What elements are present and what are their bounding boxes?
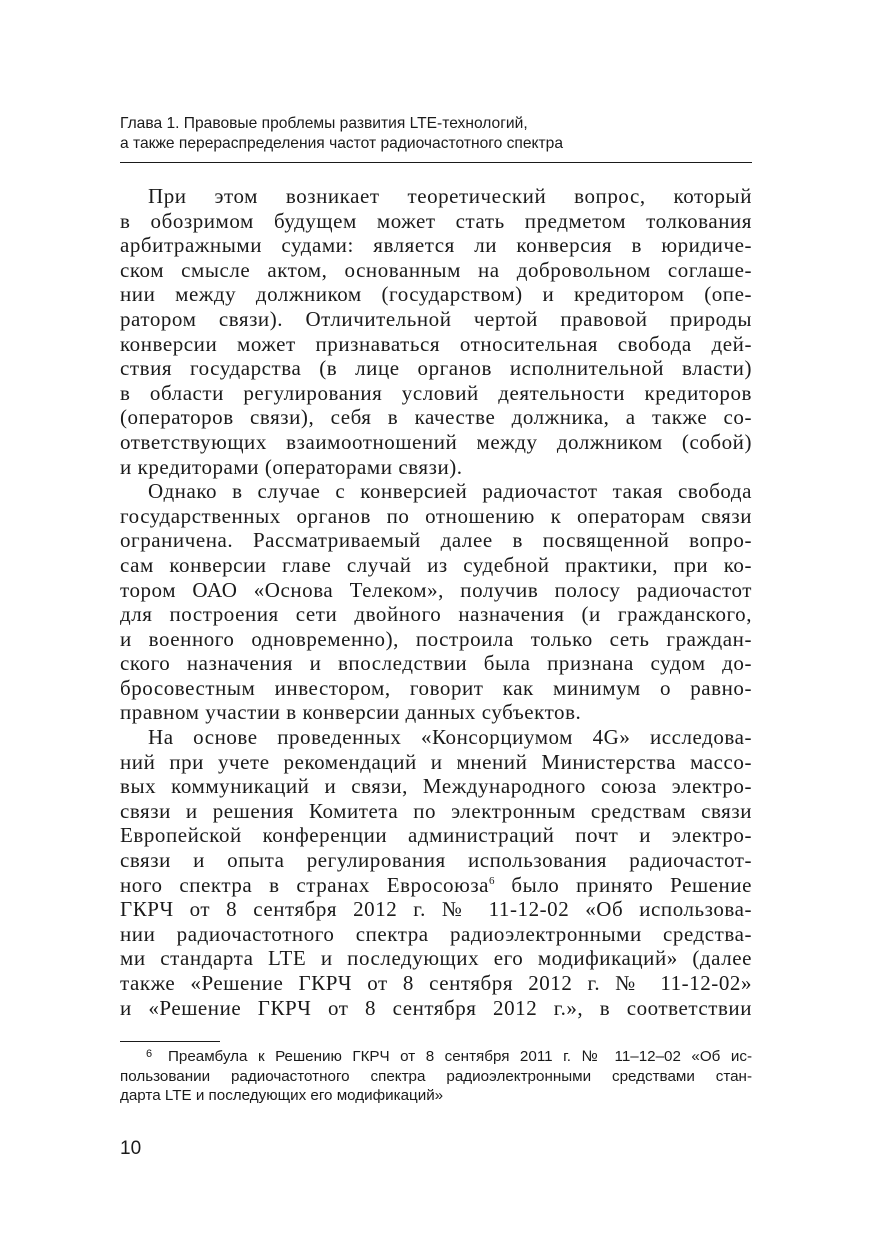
text-line: нии радиочастотного спектра радиоэлектронными средства- (120, 921, 752, 946)
text-line: бросовестным инвестором, говорит как минимум о равно- (120, 675, 752, 700)
text-line: тором ОАО «Основа Телеком», получив полосу радиочастот (120, 577, 752, 602)
text-line: На основе проведенных «Консорциумом 4G» исследова- (148, 725, 752, 750)
footnote (120, 1047, 752, 1106)
text-line: (операторов связи), себя в качестве должника, а также со- (120, 405, 752, 430)
page-number: 10 (120, 1138, 142, 1159)
paragraph-1 (120, 184, 752, 479)
text-line: связи и опыта регулирования использования радиочастот- (120, 848, 752, 873)
page-content (120, 114, 752, 1106)
text-fragment: ного спектра в странах Евросоюза (120, 872, 490, 897)
header-line-1: Глава 1. Правовые проблемы развития LTE-технологий, (120, 115, 528, 132)
text-line: ний при учете рекомендаций и мнений Министерства массо- (120, 749, 752, 774)
paragraph-3 (120, 725, 752, 1020)
footnote-divider (120, 1041, 220, 1042)
text-line: нии между должником (государством) и кредитором (опе- (120, 282, 752, 307)
text-line: ствия государства (в лице органов исполнительной власти) (120, 356, 752, 381)
text-line: вых коммуникаций и связи, Международного союза электро- (120, 774, 752, 799)
text-line: Европейской конференции администраций почт и электро- (120, 823, 752, 848)
text-line: ограничена. Рассматриваемый далее в посвященной вопро- (120, 528, 752, 553)
paragraph-2 (120, 479, 752, 725)
text-line: в обозримом будущем может стать предметом толкования (120, 208, 752, 233)
footnote-line: 6 Преамбула к Решению ГКРЧ от 8 сентября 2011 г. № 11–12–02 «Об ис- (146, 1048, 752, 1066)
text-line: и кредиторами (операторами связи). (120, 454, 463, 479)
footnote-line: пользовании радиочастотного спектра радиоэлектронными средствами стан- (120, 1067, 752, 1085)
text-line: ответствующих взаимоотношений между должником (собой) (120, 429, 752, 454)
running-header (120, 114, 752, 163)
text-line: государственных органов по отношению к операторам связи (120, 503, 752, 528)
text-fragment: было принято Решение (494, 872, 752, 897)
footnote-reference[interactable]: 6 (489, 874, 495, 887)
text-line: и военного одновременно), построила только сеть граждан- (120, 626, 752, 651)
text-line: сам конверсии главе случай из судебной практики, при ко- (120, 552, 752, 577)
footnote-text: Преамбула к Решению ГКРЧ от 8 сентября 2011 г. № 11–12–02 «Об ис- (168, 1048, 752, 1066)
footnote-line: дарта LTE и последующих его модификаций» (120, 1087, 444, 1105)
text-line: При этом возникает теоретический вопрос, который (148, 184, 752, 208)
text-line: и «Решение ГКРЧ от 8 сентября 2012 г.», в соответствии (120, 995, 752, 1020)
text-line: связи и решения Комитета по электронным средствам связи (120, 798, 752, 823)
body-text (120, 184, 752, 1020)
text-line-with-footnote-ref (120, 873, 752, 898)
header-line-2: а также перераспределения частот радиочастотного спектра (120, 135, 563, 152)
text-line: конверсии может признаваться относительная свобода дей- (120, 331, 752, 356)
text-line: ГКРЧ от 8 сентября 2012 г. № 11-12-02 «Об использова- (120, 897, 752, 922)
text-line: Однако в случае с конверсией радиочастот такая свобода (148, 479, 752, 504)
text-line: для построения сети двойного назначения (и гражданского, (120, 602, 752, 627)
text-line: ратором связи). Отличительной чертой правовой природы (120, 306, 752, 331)
text-line: правном участии в конверсии данных субъектов. (120, 700, 582, 725)
text-line: также «Решение ГКРЧ от 8 сентября 2012 г. № 11-12-02» (120, 971, 752, 995)
text-line: ми стандарта LTE и последующих его модификаций» (далее (120, 946, 752, 971)
text-line: ском смысле актом, основанным на добровольном соглаше- (120, 257, 752, 282)
text-line: ского назначения и впоследствии была признана судом до- (120, 651, 752, 676)
text-line: арбитражными судами: является ли конверсия в юридиче- (120, 233, 752, 258)
text-line: в области регулирования условий деятельности кредиторов (120, 380, 752, 405)
